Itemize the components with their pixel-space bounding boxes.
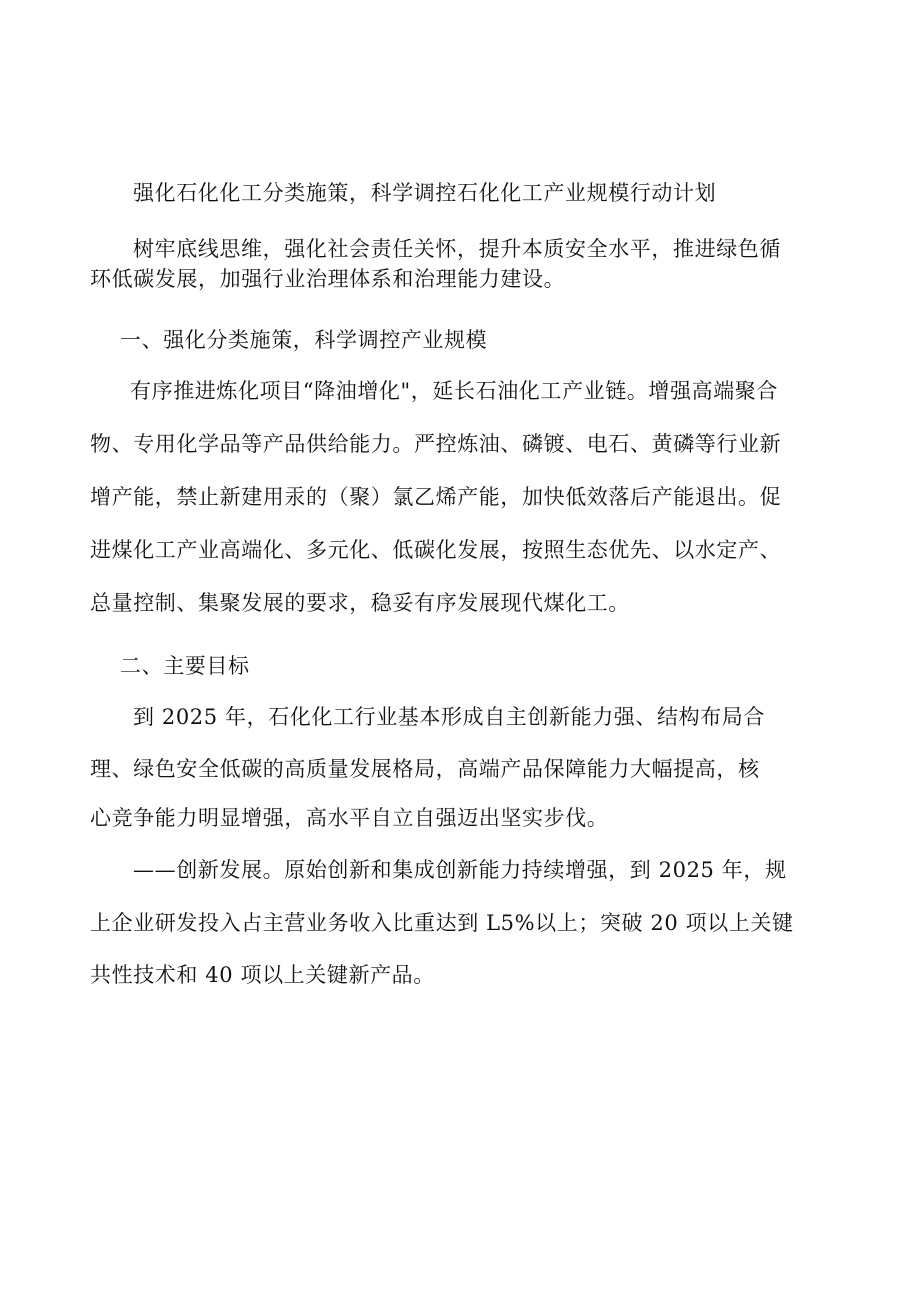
- section1-line: 进煤化工产业高端化、多元化、低碳化发展，按照生态优先、以水定产、: [90, 538, 782, 562]
- innovation-paragraph-line: ——创新发展。原始创新和集成创新能力持续增强，到 2025 年，规: [133, 858, 787, 882]
- section1-line: 物、专用化学品等产品供给能力。严控炼油、磷镀、电石、黄磷等行业新: [90, 432, 782, 456]
- innovation-paragraph-line: 上企业研发投入占主营业务收入比重达到 L5%以上；突破 20 项以上关键: [90, 911, 794, 935]
- innovation-paragraph-line: 共性技术和 40 项以上关键新产品。: [90, 963, 435, 987]
- section1-line: 有序推进炼化项目“降油增化"，延长石油化工产业链。增强高端聚合: [130, 379, 778, 403]
- section-heading-2: 二、主要目标: [120, 654, 250, 678]
- section1-line: 总量控制、集聚发展的要求，稳妥有序发展现代煤化工。: [90, 591, 630, 615]
- target-paragraph-line: 到 2025 年，石化化工行业基本形成自主创新能力强、结构布局合: [133, 705, 765, 729]
- target-paragraph-line: 理、绿色安全低碳的高质量发展格局，高端产品保障能力大幅提高，核: [90, 757, 760, 781]
- document-title: 强化石化化工分类施策，科学调控石化化工产业规模行动计划: [133, 181, 717, 205]
- section1-line: 增产能，禁止新建用汞的（聚）氯乙烯产能，加快低效落后产能退出。促: [90, 485, 782, 509]
- intro-line: 环低碳发展，加强行业治理体系和治理能力建设。: [90, 267, 566, 291]
- intro-line: 树牢底线思维，强化社会责任关怀，提升本质安全水平，推进绿色循: [133, 237, 781, 261]
- section-heading-1: 一、强化分类施策，科学调控产业规模: [120, 328, 488, 352]
- target-paragraph-line: 心竞争能力明显增强，高水平自立自强迈出坚实步伐。: [90, 806, 609, 830]
